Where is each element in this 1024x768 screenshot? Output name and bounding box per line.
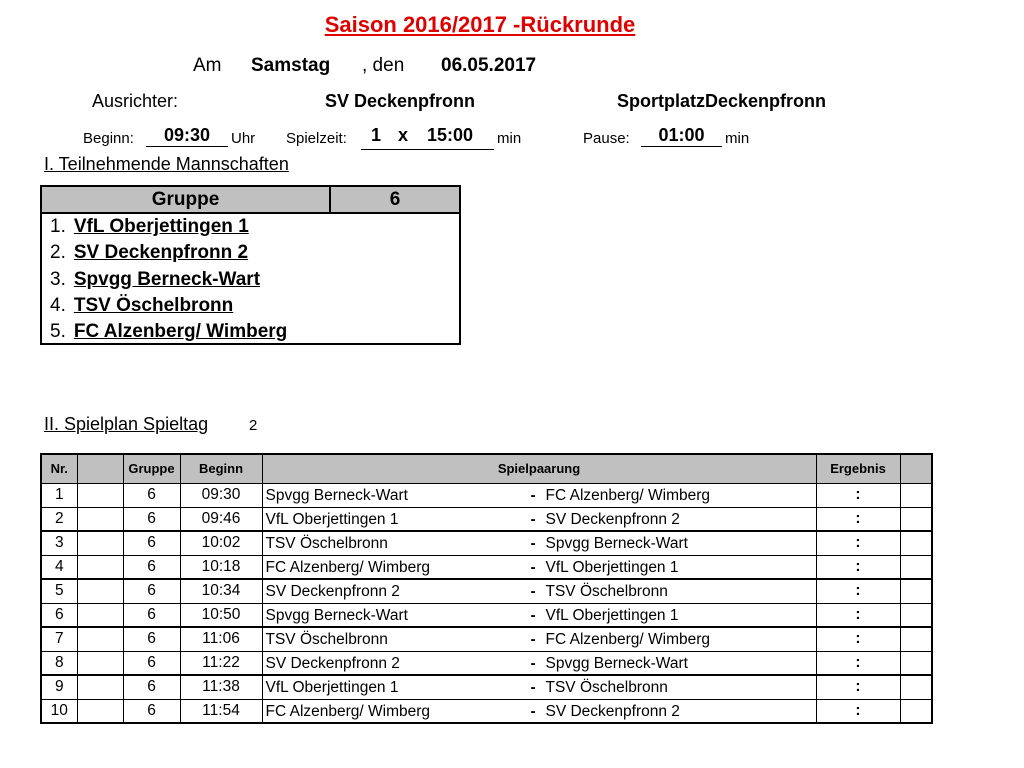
match-beginn: 09:46 (180, 507, 262, 531)
col-blank-header (77, 454, 123, 483)
blank-cell (77, 651, 123, 675)
blank-cell (900, 603, 932, 627)
team-number: 3. (50, 269, 66, 290)
home-team: FC Alzenberg/ Wimberg (265, 702, 431, 720)
beginn-label: Beginn: (83, 130, 134, 147)
table-row (41, 603, 932, 627)
table-row (41, 483, 932, 507)
ausrichter-label: Ausrichter: (92, 91, 179, 111)
col-gruppe-header: Gruppe (123, 454, 180, 483)
blank-cell (77, 699, 123, 723)
match-beginn: 11:54 (180, 699, 262, 723)
match-pairing (262, 699, 816, 723)
table-row (41, 531, 932, 555)
match-nr: 2 (41, 507, 77, 531)
match-pairing (262, 579, 816, 603)
team-item (50, 267, 260, 293)
match-nr: 5 (41, 579, 77, 603)
match-gruppe: 6 (123, 675, 180, 699)
home-team: Spvgg Berneck-Wart (265, 606, 408, 624)
match-result[interactable]: : (816, 555, 900, 579)
match-gruppe: 6 (123, 555, 180, 579)
match-pairing (262, 555, 816, 579)
matchday-number: 2 (249, 417, 258, 434)
host-club: SV Deckenpfronn (325, 91, 476, 111)
table-row (41, 627, 932, 651)
match-gruppe: 6 (123, 579, 180, 603)
home-team: TSV Öschelbronn (265, 631, 388, 648)
match-beginn: 10:02 (180, 531, 262, 555)
pairing-separator: - (530, 486, 536, 504)
pairing-separator: - (530, 702, 536, 720)
match-nr: 6 (41, 603, 77, 627)
match-gruppe: 6 (123, 507, 180, 531)
match-beginn: 11:06 (180, 627, 262, 651)
spielzeit-label: Spielzeit: (286, 130, 347, 147)
match-pairing (262, 531, 816, 555)
match-nr: 10 (41, 699, 77, 723)
match-result[interactable]: : (816, 699, 900, 723)
blank-cell (900, 675, 932, 699)
away-team: SV Deckenpfronn 2 (545, 510, 680, 528)
col-spielpaarung-header: Spielpaarung (262, 454, 816, 483)
team-item (50, 214, 249, 240)
pause-unit: min (725, 130, 750, 147)
match-nr: 9 (41, 675, 77, 699)
schedule-table (40, 453, 933, 724)
blank-cell (77, 675, 123, 699)
match-nr: 4 (41, 555, 77, 579)
team-name: VfL Oberjettingen 1 (73, 216, 249, 237)
blank-cell (77, 579, 123, 603)
date-value: 06.05.2017 (441, 55, 537, 76)
away-team: TSV Öschelbronn (545, 583, 668, 600)
blank-cell (77, 507, 123, 531)
match-pairing (262, 483, 816, 507)
col-beginn-header: Beginn (180, 454, 262, 483)
spielzeit-unit: min (497, 130, 522, 147)
team-number: 2. (50, 242, 66, 263)
team-number: 5. (50, 321, 66, 342)
table-header-row (41, 454, 932, 483)
match-gruppe: 6 (123, 699, 180, 723)
match-result[interactable]: : (816, 675, 900, 699)
blank-cell (77, 483, 123, 507)
venue: SportplatzDeckenpfronn (617, 91, 827, 111)
match-pairing (262, 603, 816, 627)
match-pairing (262, 507, 816, 531)
pairing-separator: - (530, 679, 536, 696)
match-nr: 7 (41, 627, 77, 651)
col-ergebnis-header: Ergebnis (816, 454, 900, 483)
match-beginn: 10:18 (180, 555, 262, 579)
match-beginn: 10:50 (180, 603, 262, 627)
match-beginn: 09:30 (180, 483, 262, 507)
match-gruppe: 6 (123, 531, 180, 555)
away-team: VfL Oberjettingen 1 (545, 558, 679, 576)
team-number: 1. (50, 216, 66, 237)
away-team: FC Alzenberg/ Wimberg (545, 631, 711, 648)
match-nr: 3 (41, 531, 77, 555)
table-row (41, 555, 932, 579)
match-beginn: 10:34 (180, 579, 262, 603)
blank-cell (900, 483, 932, 507)
home-team: Spvgg Berneck-Wart (265, 486, 408, 504)
home-team: SV Deckenpfronn 2 (265, 654, 400, 672)
match-gruppe: 6 (123, 627, 180, 651)
page-title: Saison 2016/2017 -Rückrunde (324, 12, 636, 37)
match-nr: 1 (41, 483, 77, 507)
home-team: VfL Oberjettingen 1 (265, 679, 399, 696)
match-result[interactable]: : (816, 603, 900, 627)
away-team: Spvgg Berneck-Wart (545, 654, 688, 672)
away-team: VfL Oberjettingen 1 (545, 606, 679, 624)
away-team: SV Deckenpfronn 2 (545, 702, 680, 720)
col-nr-header: Nr. (41, 454, 77, 483)
table-row (41, 579, 932, 603)
match-nr: 8 (41, 651, 77, 675)
away-team: FC Alzenberg/ Wimberg (545, 486, 711, 504)
blank-cell (900, 531, 932, 555)
pause-value: 01:00 (641, 125, 722, 147)
pairing-separator: - (530, 510, 536, 528)
group-number: 6 (389, 189, 401, 210)
match-beginn: 11:38 (180, 675, 262, 699)
match-result[interactable]: : (816, 483, 900, 507)
match-gruppe: 6 (123, 483, 180, 507)
table-row (41, 651, 932, 675)
blank-cell (77, 627, 123, 651)
spielzeit-value: 15:00 (427, 125, 474, 145)
blank-cell (900, 627, 932, 651)
pause-label: Pause: (583, 130, 630, 147)
teams-heading: I. Teilnehmende Mannschaften (44, 154, 289, 174)
match-result[interactable]: : (816, 579, 900, 603)
blank-cell (900, 555, 932, 579)
pairing-separator: - (530, 606, 536, 624)
group-box (40, 185, 461, 345)
team-name: FC Alzenberg/ Wimberg (73, 321, 288, 342)
spielzeit-count: 1 (371, 125, 382, 145)
pairing-separator: - (530, 631, 536, 648)
team-item (50, 319, 287, 345)
blank-cell (900, 579, 932, 603)
spielzeit-x: x (398, 125, 409, 145)
pairing-separator: - (530, 583, 536, 600)
team-item (50, 240, 248, 266)
table-row (41, 675, 932, 699)
away-team: Spvgg Berneck-Wart (545, 535, 688, 552)
away-team: TSV Öschelbronn (545, 679, 668, 696)
schedule-heading: II. Spielplan Spieltag (44, 414, 209, 434)
blank-cell (900, 699, 932, 723)
table-row (41, 507, 932, 531)
home-team: TSV Öschelbronn (265, 535, 388, 552)
team-number: 4. (50, 295, 66, 316)
team-name: TSV Öschelbronn (73, 295, 234, 316)
pairing-separator: - (530, 558, 536, 576)
match-result[interactable]: : (816, 627, 900, 651)
match-gruppe: 6 (123, 651, 180, 675)
blank-cell (900, 651, 932, 675)
match-pairing (262, 627, 816, 651)
blank-cell (77, 603, 123, 627)
group-label: Gruppe (42, 187, 331, 212)
am-label: Am (193, 55, 222, 76)
pairing-separator: - (530, 535, 536, 552)
match-pairing (262, 651, 816, 675)
uhr-label: Uhr (231, 130, 256, 147)
group-header (42, 187, 459, 214)
match-result[interactable]: : (816, 531, 900, 555)
home-team: SV Deckenpfronn 2 (265, 583, 400, 600)
beginn-value: 09:30 (146, 125, 228, 147)
match-gruppe: 6 (123, 603, 180, 627)
table-row (41, 699, 932, 723)
den-label: , den (362, 55, 405, 76)
blank-cell (77, 555, 123, 579)
team-name: SV Deckenpfronn 2 (73, 242, 249, 263)
home-team: VfL Oberjettingen 1 (265, 510, 399, 528)
match-result[interactable]: : (816, 507, 900, 531)
team-item (50, 293, 233, 319)
blank-cell (900, 507, 932, 531)
col-last-header (900, 454, 932, 483)
match-pairing (262, 675, 816, 699)
schedule-rows (41, 483, 932, 723)
team-name: Spvgg Berneck-Wart (73, 269, 261, 290)
day-value: Samstag (251, 55, 331, 76)
match-beginn: 11:22 (180, 651, 262, 675)
blank-cell (77, 531, 123, 555)
pairing-separator: - (530, 654, 536, 672)
match-result[interactable]: : (816, 651, 900, 675)
home-team: FC Alzenberg/ Wimberg (265, 558, 431, 576)
